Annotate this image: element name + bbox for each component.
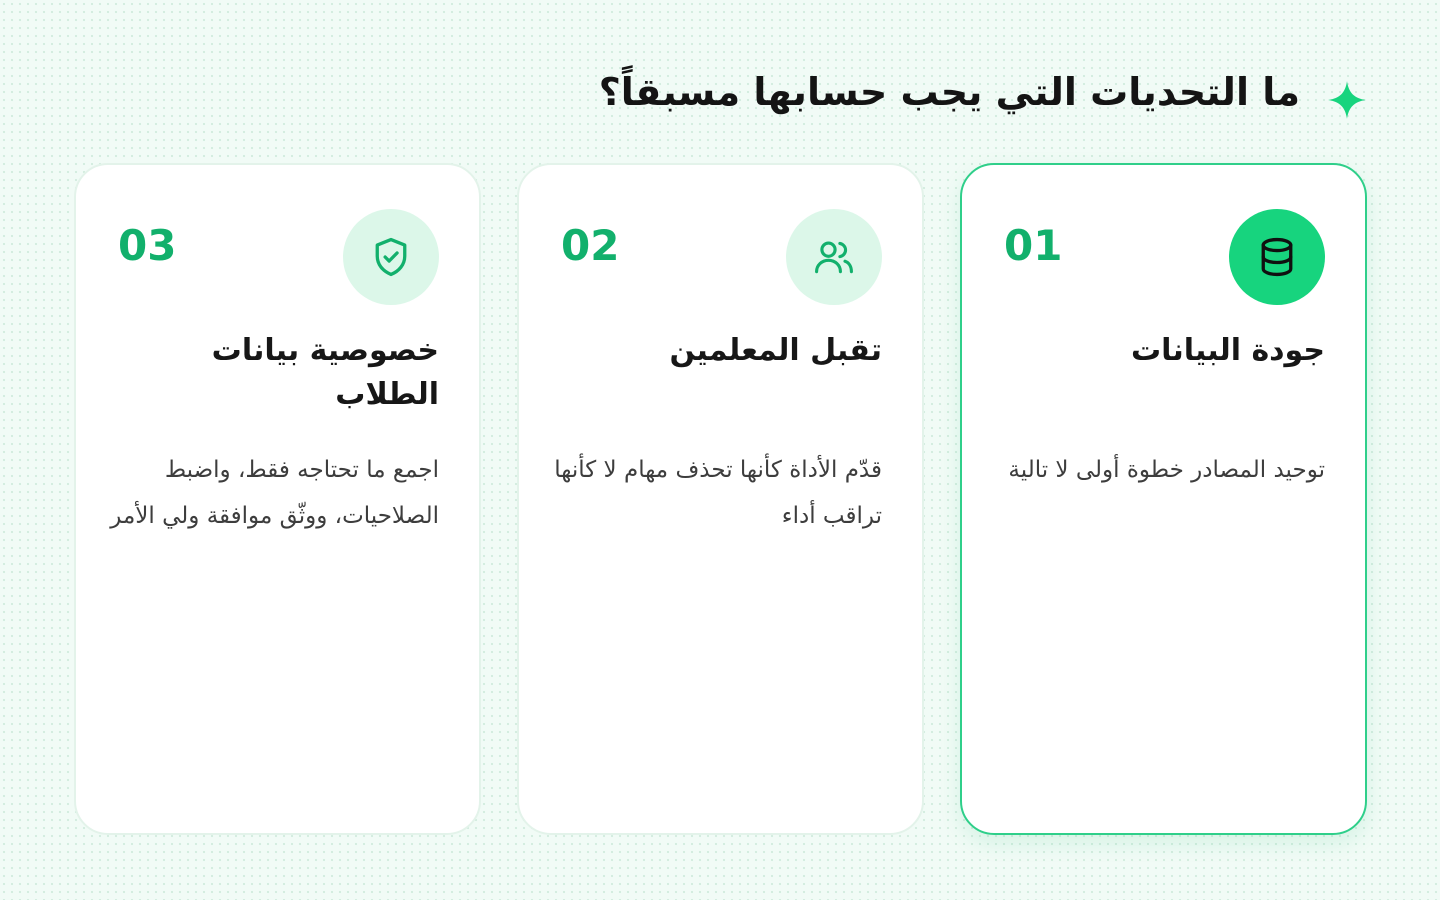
card-icon-circle (343, 209, 439, 305)
challenge-card-data-quality[interactable] (960, 163, 1367, 835)
card-number: 01 (1004, 221, 1063, 270)
card-description: اجمع ما تحتاجه فقط، واضبط الصلاحيات، ووثّق موافقة ولي الأمر (110, 457, 439, 529)
challenge-card-teacher-acceptance[interactable] (517, 163, 924, 835)
card-title: جودة البيانات (1131, 333, 1325, 368)
card-icon-circle (786, 209, 882, 305)
database-icon (1255, 235, 1299, 279)
card-icon-circle (1229, 209, 1325, 305)
card-number: 03 (118, 221, 177, 270)
card-number: 02 (561, 221, 620, 270)
slide-header (599, 58, 1368, 128)
card-title: تقبل المعلمين (669, 333, 882, 368)
users-icon (812, 235, 856, 279)
challenge-cards (73, 163, 1367, 835)
shield-check-icon (369, 235, 413, 279)
card-description: توحيد المصادر خطوة أولى لا تالية (1008, 457, 1325, 483)
card-description: قدّم الأداة كأنها تحذف مهام لا كأنها تراقب أداء (554, 457, 882, 529)
card-title: خصوصية بيانات الطلاب (211, 333, 439, 412)
sparkle-icon (1326, 79, 1368, 121)
page-title: ما التحديات التي يجب حسابها مسبقاً؟ (598, 70, 1300, 115)
challenge-card-student-privacy[interactable] (74, 163, 481, 835)
